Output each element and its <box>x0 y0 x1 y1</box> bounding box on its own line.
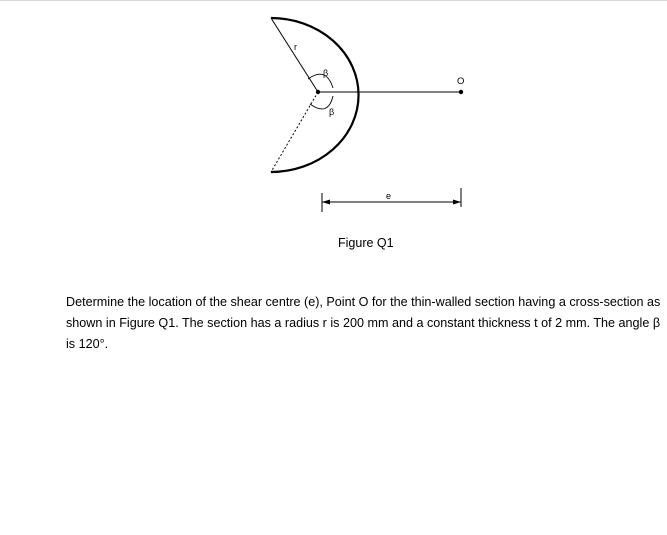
dimension-arrow-left <box>322 200 330 205</box>
shear-centre-point <box>459 90 463 94</box>
radius-line-lower-dashed <box>271 92 318 172</box>
problem-text: Determine the location of the shear centre (e), Point O for the thin-walled section having a cross-section as shown in Figure Q1. The section has a radius r is 200 mm and a constant thickness t of 2 mm. The angle β is 120°. <box>66 295 661 351</box>
centre-point <box>316 90 320 94</box>
angle-arc-upper <box>308 74 333 88</box>
figure-q1-diagram <box>0 0 667 230</box>
section-arc <box>271 18 359 172</box>
radius-label: r <box>294 42 297 52</box>
figure-caption: Figure Q1 <box>338 236 394 250</box>
distance-e-label: e <box>386 191 392 201</box>
problem-statement <box>66 292 661 355</box>
radius-line-upper <box>271 18 318 92</box>
angle-label-lower: β <box>329 107 335 117</box>
angle-label-upper: β <box>323 68 329 78</box>
point-o-label: O <box>457 76 465 87</box>
dimension-arrow-right <box>453 200 461 205</box>
